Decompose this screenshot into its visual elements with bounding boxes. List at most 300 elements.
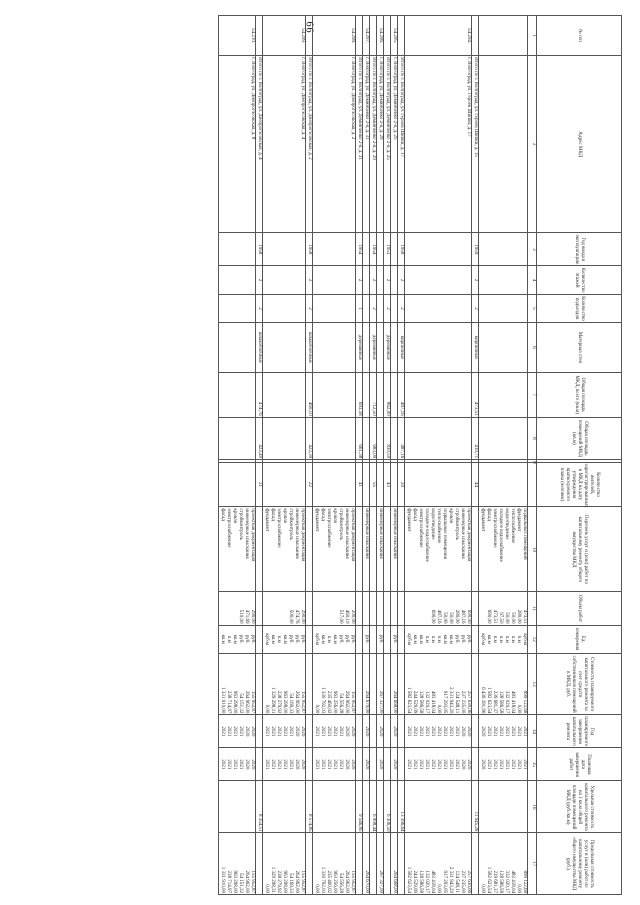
- limit-cost-line: 264 962,00: [344, 870, 349, 893]
- empty-cell: [370, 715, 377, 748]
- planned-cost-line: 963 298,00: [282, 690, 287, 714]
- planned-year-line: 2020: [350, 726, 355, 737]
- work-volume-line: 290,00: [250, 609, 255, 624]
- planned-year-line: 2021: [238, 726, 243, 737]
- row-number: [479, 16, 528, 56]
- planned-cost: [405, 653, 472, 714]
- empty-cell: [384, 625, 391, 653]
- empty-cell: [384, 833, 391, 895]
- column-header: Объем работ: [537, 592, 622, 625]
- limit-cost-line: 1 582 623,54: [486, 866, 491, 893]
- unit-line: куб.м: [522, 633, 527, 646]
- limit-cost-line: 264 668,00: [392, 870, 397, 893]
- unit: [313, 625, 356, 653]
- planned-date-line: 2021: [264, 759, 269, 770]
- planned-cost-line: 1 582 623,54: [406, 687, 411, 714]
- empty-cell: [219, 294, 256, 322]
- empty-cell: [370, 625, 377, 653]
- planned-date-line: 2020: [378, 759, 383, 770]
- empty-cell: [377, 323, 384, 373]
- planned-cost-line: 238 714,97: [226, 690, 231, 714]
- specific-cost: 13 396,64: [398, 781, 405, 833]
- empty-cell: [306, 625, 313, 653]
- planned-year-line: 2021: [418, 726, 423, 737]
- total-area: 474,76: [256, 372, 263, 417]
- empty-cell: [306, 653, 313, 714]
- work-type: [479, 507, 528, 592]
- empty-cell: [356, 507, 363, 592]
- unit-line: кв.м: [418, 634, 423, 644]
- empty-cell: [398, 715, 405, 748]
- empty-cell: [377, 372, 384, 417]
- column-number: 12: [528, 625, 537, 653]
- empty-cell: [391, 372, 398, 417]
- planned-date-line: 2021: [504, 759, 509, 770]
- empty-cell: [384, 653, 391, 714]
- unit-line: кв.м: [448, 634, 453, 644]
- planned-cost: [363, 653, 370, 714]
- limit-cost-line: 0,00: [314, 884, 319, 893]
- empty-cell: [356, 833, 363, 895]
- unit-line: руб.: [250, 634, 255, 644]
- unit-line: п.м: [430, 635, 435, 643]
- empty-cell: [263, 417, 306, 460]
- work-volume: [263, 592, 306, 625]
- limit-cost: [313, 833, 356, 895]
- unit-line: кв.м: [320, 634, 325, 644]
- address: г. Волгоград, ул. Деминченко 2-я, д. 31: [363, 56, 370, 233]
- work-volume-line: 517,00: [338, 609, 343, 624]
- address: г. Волгоград, ул. Деминченко 2-я, д. 25: [391, 56, 398, 233]
- unit-line: кв.м: [270, 634, 275, 644]
- work-type-line: фасад: [220, 508, 225, 521]
- row-number: 54.204.: [405, 16, 472, 56]
- column-number: 16: [528, 781, 537, 833]
- planned-year-line: 2021: [220, 726, 225, 737]
- work-row: [363, 16, 370, 895]
- work-volume-line: 50,00: [510, 612, 515, 624]
- empty-cell: [377, 233, 384, 266]
- limit-cost-line: 917 293,05: [442, 870, 447, 893]
- planned-cost-line: 483 418,04: [430, 690, 435, 714]
- planned-date-line: 2021: [276, 759, 281, 770]
- work-volume-line: 50,00: [504, 612, 509, 624]
- planned-year-line: 2021: [424, 726, 429, 737]
- empty-cell: [391, 233, 398, 266]
- unit-line: руб.: [338, 634, 343, 644]
- premises-area: 661,38: [356, 417, 363, 460]
- unit-line: куб.м: [314, 633, 319, 646]
- empty-cell: [256, 833, 263, 895]
- unit-line: п.м: [492, 635, 497, 643]
- planned-cost-line: 264 962,00: [344, 690, 349, 714]
- planned-date-line: 2020: [244, 759, 249, 770]
- work-row: [313, 16, 356, 895]
- work-volume-line: 460,10: [344, 609, 349, 624]
- entrances: 1: [356, 294, 363, 322]
- planned-cost-line: 899 122,68: [522, 690, 527, 714]
- total-area: 460,10: [306, 372, 313, 417]
- empty-cell: [306, 715, 313, 748]
- unit: [219, 625, 256, 653]
- specific-cost: [263, 781, 306, 833]
- planned-cost: [377, 653, 384, 714]
- unit-line: руб.: [392, 634, 397, 644]
- unit-line: п.м: [516, 635, 521, 643]
- planned-cost-line: 54 556,28: [338, 693, 343, 714]
- work-type: [263, 507, 306, 592]
- wall-material: деревянные: [384, 323, 391, 373]
- planned-year-line: 2021: [314, 726, 319, 737]
- work-type-line: инженерные изыскания: [344, 508, 349, 559]
- planned-year: [377, 715, 384, 748]
- entrances: 2: [256, 294, 263, 322]
- planned-cost-line: 257 630,06: [466, 690, 471, 714]
- planned-date-line: 2021: [320, 759, 325, 770]
- row-number: 54.209.: [263, 16, 306, 56]
- work-type-line: инженерные изыскания: [294, 508, 299, 559]
- column-number: 13: [528, 653, 537, 714]
- planned-date-line: 2021: [326, 759, 331, 770]
- work-type-line: проектная документация: [300, 508, 305, 562]
- address: Итого по г. Волгоград, ул. Деминченко 2-я, д. 29: [370, 56, 377, 233]
- empty-cell: [356, 592, 363, 625]
- unit-line: п.м: [226, 635, 231, 643]
- empty-cell: [219, 266, 256, 294]
- work-type-line: теплоснабжение: [436, 508, 441, 544]
- work-volume-line: 690,00: [430, 609, 435, 624]
- limit-cost: [219, 833, 256, 895]
- unit-line: кв.м: [220, 634, 225, 644]
- unit-line: руб.: [294, 634, 299, 644]
- limit-cost-line: 0,00: [264, 884, 269, 893]
- unit-line: кв.м: [232, 634, 237, 644]
- empty-cell: [405, 294, 472, 322]
- planned-date-line: 2021: [338, 759, 343, 770]
- empty-cell: [363, 372, 370, 417]
- wall-material: шлакоблочные: [306, 323, 313, 373]
- column-header: Удельная стоимость капитального ремонта на 1 кв.м общей площади помещений МКД (руб./кв.м): [537, 781, 622, 833]
- planned-year-line: 2021: [226, 726, 231, 737]
- work-type-line: инженерные изыскания: [392, 508, 397, 559]
- specific-cost: [405, 781, 472, 833]
- work-row: [377, 16, 384, 895]
- work-type-line: проектная документация: [250, 508, 255, 562]
- planned-date: [405, 748, 472, 781]
- planned-year-line: 2020: [378, 726, 383, 737]
- residents: 55: [370, 462, 377, 507]
- year-built: 1958: [398, 233, 405, 266]
- work-type-line: подвальных помещений: [522, 508, 527, 560]
- empty-cell: [356, 653, 363, 714]
- limit-cost-line: 264 962,00: [294, 870, 299, 893]
- work-type-line: кровля: [448, 508, 453, 523]
- specific-cost: [377, 781, 384, 833]
- empty-cell: [479, 372, 528, 417]
- limit-cost-line: 238 714,97: [226, 870, 231, 893]
- empty-cell: [263, 323, 306, 373]
- work-type-line: холодное водоснабжение: [498, 508, 503, 562]
- planned-date-line: 2021: [454, 759, 459, 770]
- limit-cost-line: 264 962,00: [244, 870, 249, 893]
- unit-line: руб.: [244, 634, 249, 644]
- limit-cost-line: 899 122,68: [522, 870, 527, 893]
- planned-cost-line: 237 235,00: [460, 690, 465, 714]
- empty-cell: [479, 294, 528, 322]
- specific-cost: [219, 781, 256, 833]
- planned-year-line: 2021: [436, 726, 441, 737]
- empty-cell: [363, 462, 370, 507]
- limit-cost-line: 1 331 910,00: [220, 866, 225, 893]
- entrances: 2: [384, 294, 391, 322]
- work-volume-line: 690,00: [466, 609, 471, 624]
- limit-cost: [479, 833, 528, 895]
- unit: [391, 625, 398, 653]
- empty-cell: [370, 748, 377, 781]
- empty-cell: [256, 507, 263, 592]
- empty-cell: [306, 507, 313, 592]
- limit-cost-line: 238 279,92: [276, 870, 281, 893]
- empty-cell: [363, 294, 370, 322]
- planned-cost-line: 1 330 792,03: [320, 687, 325, 714]
- total-row: [370, 16, 377, 895]
- planned-cost-line: 264 962,00: [294, 690, 299, 714]
- empty-cell: [377, 294, 384, 322]
- work-type-line: фундамент: [264, 508, 269, 532]
- column-header: Перечень услуг и (или) работ по капитальному ремонту общего имущества МКД: [537, 507, 622, 592]
- limit-cost-line: 239 681,37: [492, 870, 497, 893]
- planned-year-line: 2021: [516, 726, 521, 737]
- header-row: [537, 16, 622, 895]
- empty-cell: [219, 462, 256, 507]
- empty-cell: [370, 507, 377, 592]
- planned-date-line: 2021: [486, 759, 491, 770]
- entrances: 2: [306, 294, 313, 322]
- planned-year: [219, 715, 256, 748]
- planned-cost: [263, 653, 306, 714]
- year-built: 1954: [356, 233, 363, 266]
- planned-date-line: 2020: [344, 759, 349, 770]
- work-volume: [405, 592, 472, 625]
- page-number: 66: [303, 21, 315, 34]
- planned-cost-line: 0,00: [436, 704, 441, 714]
- unit-line: кв.м: [282, 634, 287, 644]
- work-volume-line: 200,00: [350, 609, 355, 624]
- year-built: 1959: [472, 233, 479, 266]
- column-header: Год ввода в эксплуатацию: [537, 233, 622, 266]
- work-type-line: фундамент: [480, 508, 485, 532]
- specific-cost: [479, 781, 528, 833]
- planned-cost-line: 0,00: [314, 704, 319, 714]
- work-volume-line: 690,00: [486, 609, 491, 624]
- specific-cost: 8 574,85: [306, 781, 313, 833]
- planned-year-line: 2021: [326, 726, 331, 737]
- planned-date-line: 2021: [406, 759, 411, 770]
- total-area: 712,50: [370, 372, 377, 417]
- limit-cost-line: 244 529,09: [412, 870, 417, 893]
- limit-cost: [391, 833, 398, 895]
- empty-cell: [479, 417, 528, 460]
- planned-year-line: 2020: [460, 726, 465, 737]
- empty-cell: [313, 372, 356, 417]
- planned-year-line: 2020: [250, 726, 255, 737]
- planned-cost-line: 6 436 391,96: [480, 687, 485, 714]
- floors: 2: [472, 266, 479, 294]
- empty-cell: [377, 417, 384, 460]
- table-body: [219, 16, 528, 895]
- empty-cell: [398, 507, 405, 592]
- floors: 2: [356, 266, 363, 294]
- empty-cell: [479, 323, 528, 373]
- planned-cost-line: 264 670,00: [364, 690, 369, 714]
- row-number: [472, 16, 479, 56]
- empty-cell: [479, 462, 528, 507]
- empty-cell: [384, 748, 391, 781]
- address: Итого по г. Волгоград, ул. Героев Шипки, д. 17: [398, 56, 405, 233]
- planned-year-line: 2020: [364, 726, 369, 737]
- empty-cell: [384, 592, 391, 625]
- empty-cell: [384, 507, 391, 592]
- work-type-line: фасад: [320, 508, 325, 521]
- column-header: № п/п: [537, 16, 622, 56]
- empty-cell: [405, 462, 472, 507]
- limit-cost-line: 237 235,00: [460, 870, 465, 893]
- floors: 2: [398, 266, 405, 294]
- column-number: 17: [528, 833, 537, 895]
- planned-year: [391, 715, 398, 748]
- column-number: 15: [528, 748, 537, 781]
- residents: 22: [306, 462, 313, 507]
- planned-cost-line: 238 279,92: [276, 690, 281, 714]
- unit-line: п.м: [504, 635, 509, 643]
- planned-date-line: 2021: [424, 759, 429, 770]
- work-row: [405, 16, 472, 895]
- empty-cell: [370, 592, 377, 625]
- limit-cost: [263, 833, 306, 895]
- empty-cell: [391, 462, 398, 507]
- empty-cell: [363, 417, 370, 460]
- empty-cell: [356, 625, 363, 653]
- planned-date-line: 2020: [250, 759, 255, 770]
- address: Итого по г. Волгоград, ул. Днепрогэсовская, д. 4: [256, 56, 263, 233]
- planned-cost-line: 54 151,32: [238, 693, 243, 714]
- column-header: Общая площадь помещений МКД (кв.м): [537, 417, 622, 460]
- work-volume-line: 290,00: [300, 609, 305, 624]
- planned-year-line: 2021: [492, 726, 497, 737]
- planned-date-line: 2021: [498, 759, 503, 770]
- empty-cell: [313, 417, 356, 460]
- limit-cost-line: 155 952,87: [300, 870, 305, 893]
- empty-cell: [472, 625, 479, 653]
- empty-cell: [384, 715, 391, 748]
- planned-year-line: 2021: [320, 726, 325, 737]
- total-area: 693,58: [356, 372, 363, 417]
- unit-line: куб.м: [480, 633, 485, 646]
- planned-date-line: 2021: [442, 759, 447, 770]
- column-header: Плановая дата завершения работ: [537, 748, 622, 781]
- specific-cost: 6 306,50: [384, 781, 391, 833]
- column-header: Общая площадь МКД, всего (кв.м): [537, 372, 622, 417]
- empty-cell: [391, 266, 398, 294]
- residents: 21: [256, 462, 263, 507]
- planned-date-line: 2021: [516, 759, 521, 770]
- row-number: 54.205.: [391, 16, 398, 56]
- planned-date: [479, 748, 528, 781]
- work-type-line: инженерные изыскания: [378, 508, 383, 559]
- planned-cost-line: 235 460,02: [326, 690, 331, 714]
- work-type-line: проектная документация: [350, 508, 355, 562]
- work-volume-line: 500,00: [288, 609, 293, 624]
- planned-cost-line: 132 020,17: [424, 690, 429, 714]
- empty-cell: [306, 748, 313, 781]
- work-type-line: фундамент: [516, 508, 521, 532]
- work-type-line: стройконтроль: [238, 508, 243, 540]
- unit: [263, 625, 306, 653]
- premises-area: 830,50: [384, 417, 391, 460]
- work-type-line: водоотведение: [430, 508, 435, 540]
- unit-line: руб.: [454, 634, 459, 644]
- empty-cell: [472, 748, 479, 781]
- premises-area: 422,40: [256, 417, 263, 460]
- wall-material: шлакоблочные: [256, 323, 263, 373]
- planned-cost-line: 128 586,58: [418, 690, 423, 714]
- planned-year-line: 2020: [480, 726, 485, 737]
- planned-cost-line: 128 586,58: [498, 690, 503, 714]
- residents: 44: [472, 462, 479, 507]
- work-volume-line: 97,50: [498, 612, 503, 624]
- planned-cost-line: 0,00: [264, 704, 269, 714]
- row-number: [356, 16, 363, 56]
- empty-cell: [405, 417, 472, 460]
- entrances: 2: [472, 294, 479, 322]
- planned-year-line: 2021: [232, 726, 237, 737]
- planned-year-line: 2020: [466, 726, 471, 737]
- unit-line: кв.м: [442, 634, 447, 644]
- column-header: Материал стен: [537, 323, 622, 373]
- work-type: [405, 507, 472, 592]
- planned-year-line: 2021: [406, 726, 411, 737]
- wall-material: деревянные: [370, 323, 377, 373]
- work-type-line: инженерные изыскания: [460, 508, 465, 559]
- planned-date-line: 2021: [522, 759, 527, 770]
- empty-cell: [356, 715, 363, 748]
- empty-cell: [472, 653, 479, 714]
- planned-date: [391, 748, 398, 781]
- limit-cost-line: 332 020,17: [504, 870, 509, 893]
- planned-cost-line: 239 681,37: [492, 690, 497, 714]
- column-number: 3: [528, 233, 537, 266]
- floors: 2: [370, 266, 377, 294]
- planned-cost-line: 1 582 623,54: [486, 687, 491, 714]
- unit-line: руб.: [344, 634, 349, 644]
- row-number: [398, 16, 405, 56]
- planned-date-line: 2021: [332, 759, 337, 770]
- planned-cost-line: 124 548,11: [454, 690, 459, 714]
- planned-year-line: 2021: [510, 726, 515, 737]
- empty-cell: [405, 266, 472, 294]
- empty-cell: [363, 323, 370, 373]
- unit: [363, 625, 370, 653]
- residents: 43: [384, 462, 391, 507]
- work-type: [219, 507, 256, 592]
- planned-cost-line: 2 331 943,20: [448, 687, 453, 714]
- work-volume-line: 280,00: [516, 609, 521, 624]
- limit-cost-line: 155 952,87: [350, 870, 355, 893]
- row-number: [370, 16, 377, 56]
- planned-cost-line: 1 331 910,00: [220, 687, 225, 714]
- limit-cost: [377, 833, 384, 895]
- limit-cost-line: 54 169,33: [288, 873, 293, 893]
